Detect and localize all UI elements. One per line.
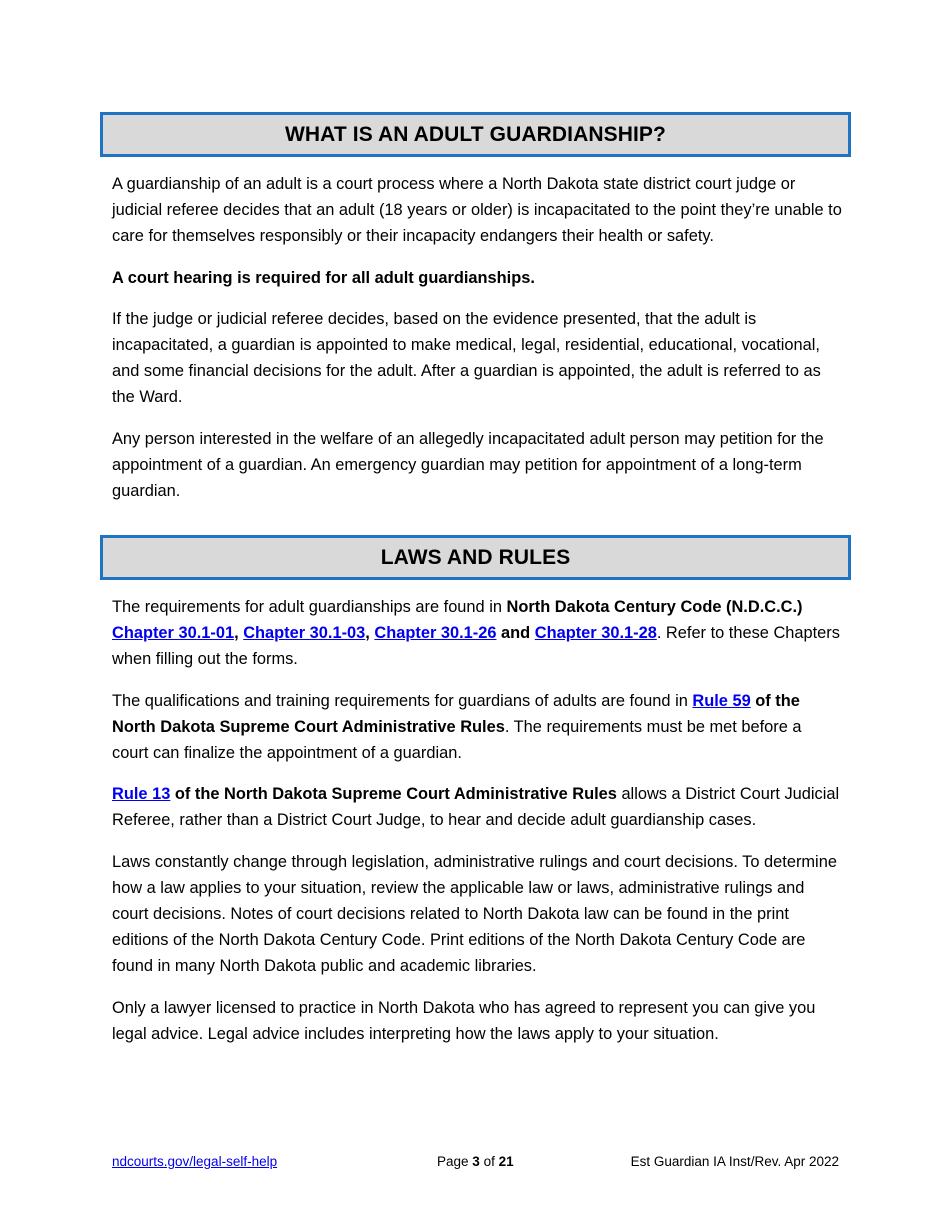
section-body-laws-and-rules — [112, 594, 842, 1062]
paragraph: The qualifications and training requirements for guardians of adults are found in Rule 59 of the North Dakota Supreme Court Administrative Rules. The requirements must be met before a court can finalize the appointment of a guardian. — [112, 691, 802, 763]
section-heading-laws-and-rules — [100, 535, 851, 580]
paragraph: Laws constantly change through legislation, administrative rulings and court decisions. To determine how a law applies to your situation, review the applicable law or laws, administrative rulings and court decisions. Notes of court decisions related to North Dakota law can be found in the print editions of the North Dakota Century Code. Print editions of the North Dakota Century Code are found in many North Dakota public and academic libraries. — [112, 852, 837, 976]
section-heading-adult-guardianship — [100, 112, 851, 157]
section-body-adult-guardianship — [112, 171, 842, 519]
link-rule-59[interactable]: Rule 59 — [692, 691, 751, 710]
page-footer — [112, 1154, 839, 1176]
paragraph: The requirements for adult guardianships are found in North Dakota Century Code (N.D.C.C.) Chapter 30.1-01, Chapter 30.1-03, Chapter 30.1-26 and Chapter 30.1-28. Refer to these Chapters when filling out the forms. — [112, 598, 840, 669]
paragraph: A guardianship of an adult is a court process where a North Dakota state district court judge or judicial referee decides that an adult (18 years or older) is incapacitated to the point they’re unable to care for themselves responsibly or their incapacity endangers their health or safety. — [112, 175, 842, 246]
link-chapter-30-1-03[interactable]: Chapter 30.1-03 — [243, 624, 366, 643]
section-heading-text: WHAT IS AN ADULT GUARDIANSHIP? — [285, 122, 666, 146]
link-chapter-30-1-26[interactable]: Chapter 30.1-26 — [374, 624, 497, 643]
link-chapter-30-1-01[interactable]: Chapter 30.1-01 — [112, 624, 235, 643]
link-rule-13[interactable]: Rule 13 — [112, 785, 171, 804]
page-number: Page 3 of 21 — [437, 1154, 514, 1169]
revision-label: Est Guardian IA Inst/Rev. Apr 2022 — [630, 1154, 839, 1169]
link-chapter-30-1-28[interactable]: Chapter 30.1-28 — [534, 624, 657, 643]
paragraph: If the judge or judicial referee decides, based on the evidence presented, that the adult is incapacitated, a guardian is appointed to make medical, legal, residential, educational, vocational, and some financial decisions for the adult. After a guardian is appointed, the adult is referred to as the Ward. — [112, 309, 821, 407]
footer-link-legal-self-help[interactable]: ndcourts.gov/legal-self-help — [112, 1154, 278, 1169]
paragraph-bold: A court hearing is required for all adult guardianships. — [112, 268, 535, 287]
section-heading-text: LAWS AND RULES — [380, 545, 571, 569]
paragraph: Any person interested in the welfare of an allegedly incapacitated adult person may petition for the appointment of a guardian. An emergency guardian may petition for appointment of a long-term guardian. — [112, 429, 824, 501]
paragraph: Only a lawyer licensed to practice in North Dakota who has agreed to represent you can give you legal advice. Legal advice includes interpreting how the laws apply to your situation. — [112, 998, 816, 1043]
paragraph: Rule 13 of the North Dakota Supreme Court Administrative Rules allows a District Court Judicial Referee, rather than a District Court Judge, to hear and decide adult guardianship cases. — [112, 785, 840, 830]
